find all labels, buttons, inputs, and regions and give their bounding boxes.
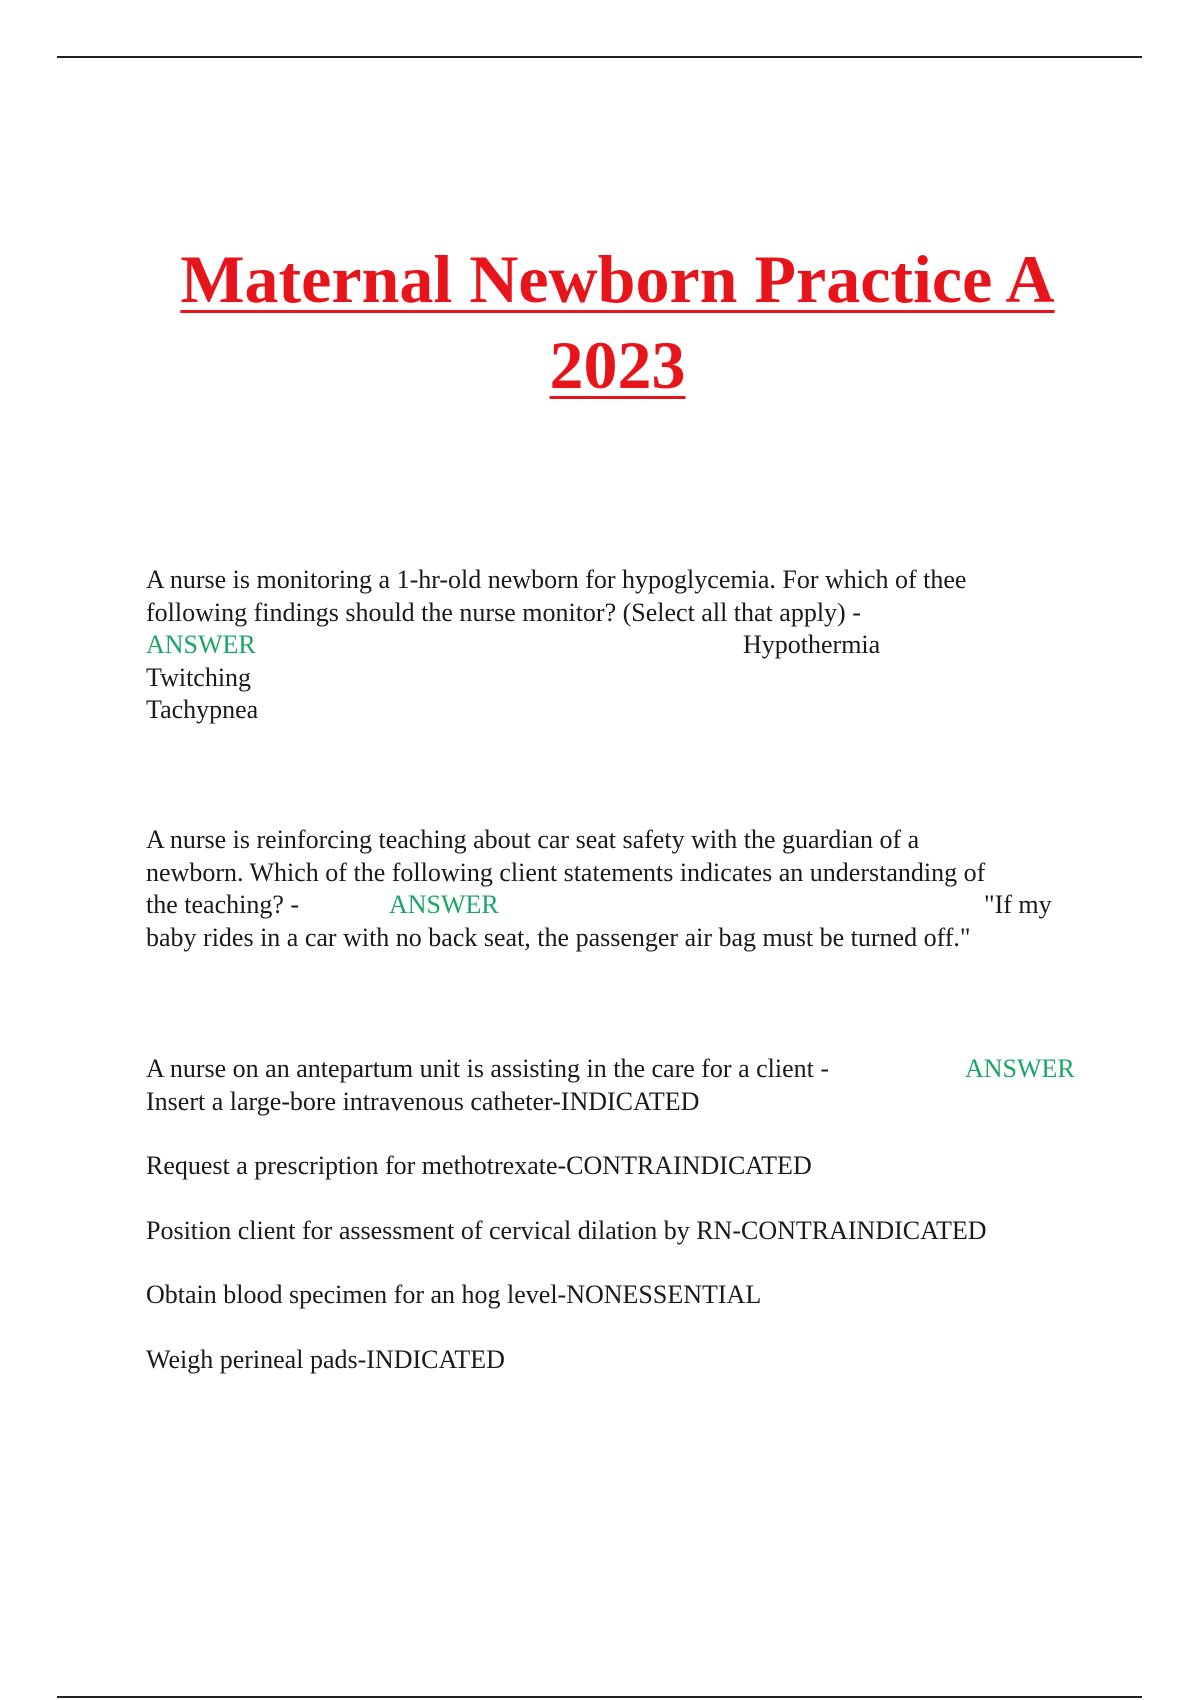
question-1-answer-line xyxy=(146,629,1081,662)
question-2-stem-line-3 xyxy=(146,889,1081,922)
question-1 xyxy=(146,564,1081,727)
answer-item: Position client for assessment of cervical dilation by RN-CONTRAINDICATED xyxy=(146,1215,987,1245)
question-3-stem: A nurse on an antepartum unit is assisting in the care for a client - xyxy=(146,1054,830,1083)
answer-label: ANSWER xyxy=(146,630,256,659)
answer-label: ANSWER xyxy=(965,1054,1075,1083)
bottom-rule xyxy=(57,1696,1142,1698)
answer-label: ANSWER xyxy=(389,890,499,919)
question-3-stem-line xyxy=(146,1053,1081,1086)
document-title xyxy=(60,236,1175,408)
question-1-stem-line-1: A nurse is monitoring a 1-hr-old newborn for hypoglycemia. For which of thee xyxy=(146,565,967,594)
answer-text: baby rides in a car with no back seat, the passenger air bag must be turned off." xyxy=(146,922,971,952)
question-2 xyxy=(146,824,1081,954)
question-3 xyxy=(146,1053,1081,1376)
answer-text: Twitching xyxy=(146,662,252,692)
title-line-1: Maternal Newborn Practice A xyxy=(180,241,1055,317)
question-2-stem-end: the teaching? - xyxy=(146,890,300,919)
answer-item: Weigh perineal pads-INDICATED xyxy=(146,1344,505,1374)
answer-text: "If my xyxy=(984,890,1052,919)
question-2-stem-line-1: A nurse is reinforcing teaching about car seat safety with the guardian of a xyxy=(146,825,920,854)
question-2-stem-line-2: newborn. Which of the following client statements indicates an understanding of xyxy=(146,857,986,887)
answer-text: Hypothermia xyxy=(743,630,881,659)
answer-item: Obtain blood specimen for an hog level-NONESSENTIAL xyxy=(146,1280,762,1309)
answer-item: Insert a large-bore intravenous catheter-INDICATED xyxy=(146,1086,700,1116)
top-rule xyxy=(57,56,1142,58)
answer-text: Tachypnea xyxy=(146,695,259,724)
answer-item: Request a prescription for methotrexate-CONTRAINDICATED xyxy=(146,1151,812,1180)
question-1-stem-line-2: following findings should the nurse monitor? (Select all that apply) - xyxy=(146,597,861,627)
title-line-2: 2023 xyxy=(549,327,686,403)
